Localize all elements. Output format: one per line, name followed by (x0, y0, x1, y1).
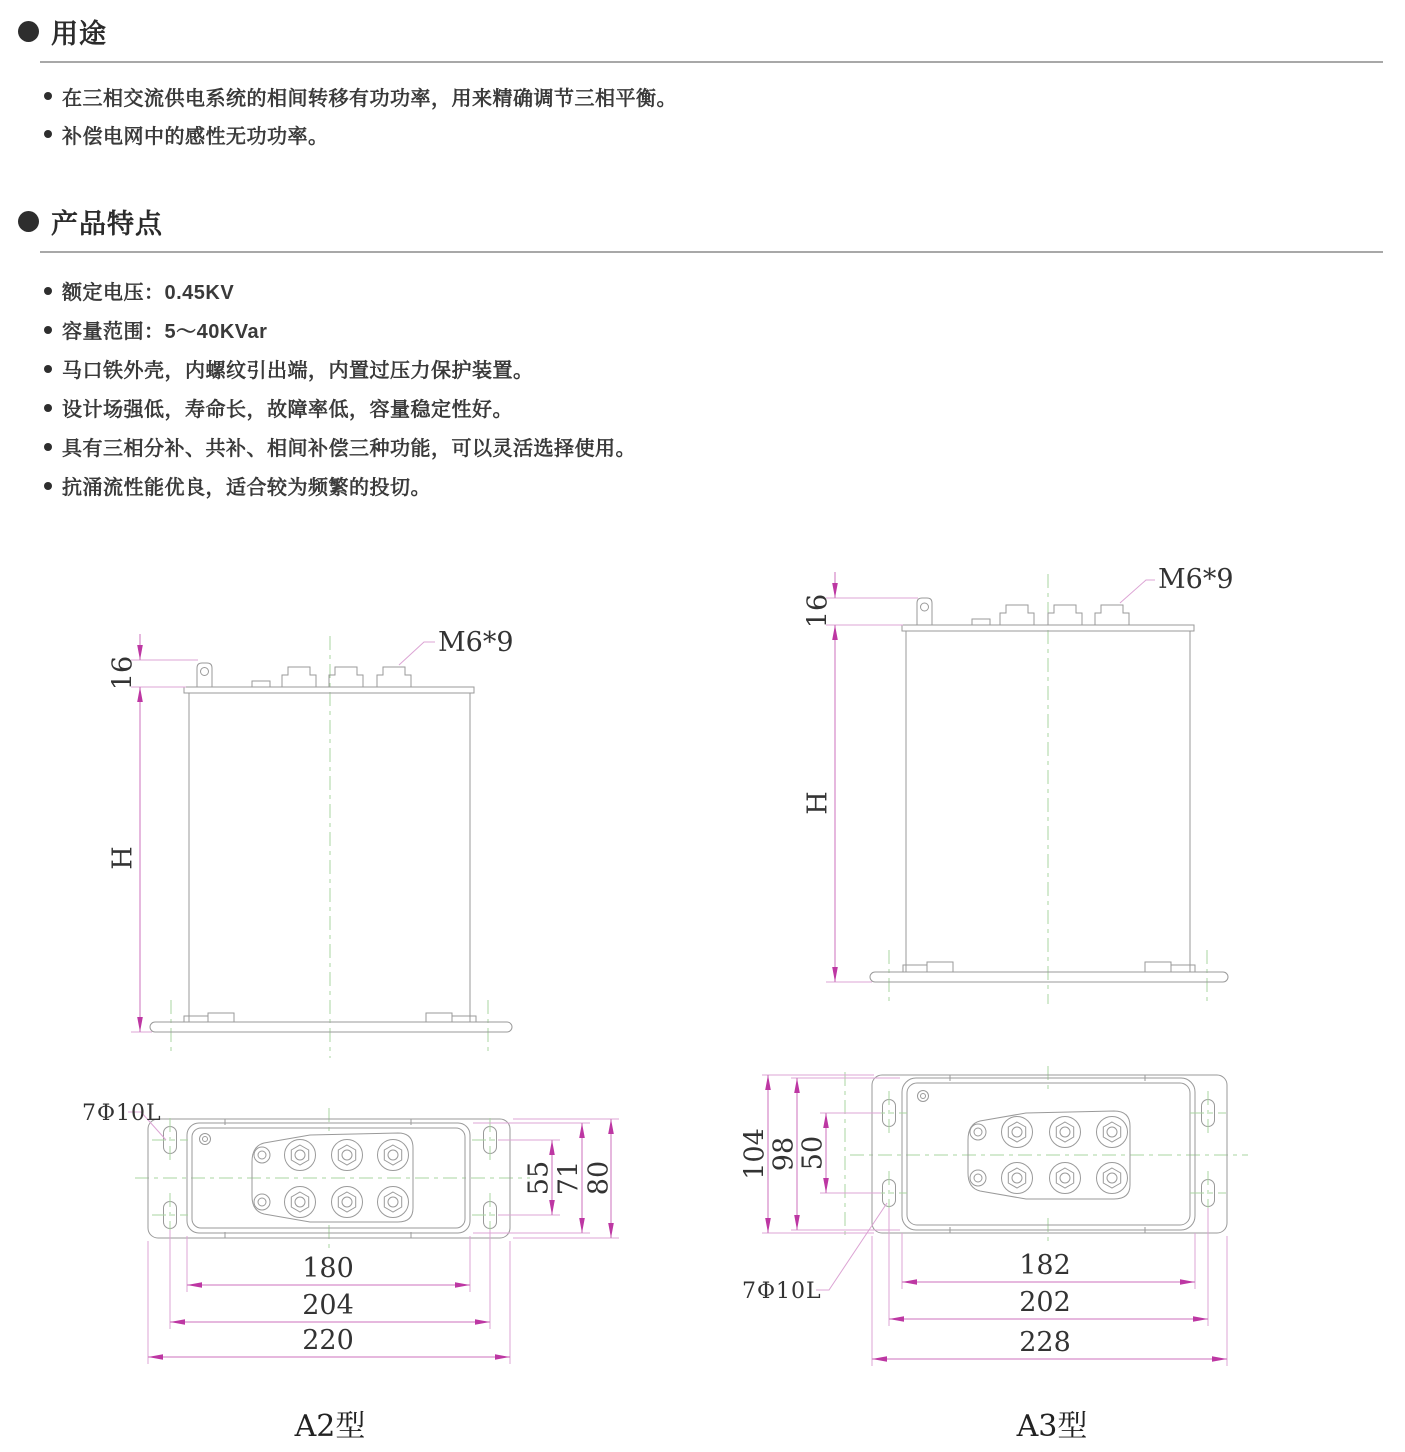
a2-dim-slot-span: 55 (523, 1160, 555, 1196)
a3-mounting-hole-label: 7Φ10L (742, 1279, 822, 1304)
a3-foot-strip (870, 972, 1228, 982)
a2-vent-hole (200, 1134, 211, 1145)
list-item (44, 388, 636, 427)
a2-dim-height-label: H (107, 846, 139, 870)
a3-dim-overall-width: 228 (1019, 1327, 1071, 1358)
section-features-header (0, 202, 1405, 241)
a3-dim-hole-pitch: 202 (1019, 1287, 1071, 1318)
a2-top-view (82, 1101, 619, 1444)
section-usage-header (0, 12, 1405, 51)
feature-item-text: 抗涌流性能优良，适合较为频繁的投切。 (62, 477, 431, 499)
list-item (44, 310, 636, 349)
list-item (44, 427, 636, 466)
a3-case-top (902, 1078, 1195, 1230)
a2-dim-case-height: 71 (553, 1160, 585, 1196)
section-features (0, 202, 1405, 253)
bullet-dot-icon (44, 443, 52, 451)
list-item (44, 77, 677, 115)
a2-terminal-stud (282, 667, 316, 687)
bullet-dot-icon (44, 326, 52, 334)
a3-dim-terminal-height: 16 (802, 593, 834, 629)
feature-item-text: 容量范围：5～40KVar (62, 321, 268, 343)
a3-vent-hole (918, 1091, 929, 1102)
a2-terminal-thread-label: M6*9 (438, 627, 514, 658)
a3-dim-slot-span: 50 (797, 1135, 829, 1171)
usage-item-text: 补偿电网中的感性无功功率。 (62, 125, 329, 148)
technical-drawings (0, 540, 1405, 1452)
bullet-dot-icon (44, 365, 52, 373)
feature-item-text: 马口铁外壳，内螺纹引出端，内置过压力保护装置。 (62, 360, 534, 382)
a2-mounting-hole-label: 7Φ10L (82, 1101, 162, 1126)
feature-list (0, 271, 636, 505)
bullet-dot-icon (44, 404, 52, 412)
list-item (44, 115, 677, 153)
list-item (44, 466, 636, 505)
a3-side-view (803, 564, 1234, 1004)
bullet-dot-icon (44, 287, 52, 295)
section-features-title: 产品特点 (51, 209, 163, 239)
section-usage (0, 12, 1405, 63)
a2-dim-hole-pitch: 204 (302, 1290, 354, 1321)
bullet-dot-icon (44, 482, 52, 490)
a3-terminal-thread-label: M6*9 (1158, 564, 1234, 595)
section-bullet-icon (18, 211, 39, 232)
a2-side-view (108, 627, 514, 1058)
a2-dim-case-width: 180 (302, 1253, 354, 1284)
usage-list (0, 77, 677, 153)
a2-terminal-stud (329, 667, 363, 687)
feature-item-text: 具有三相分补、共补、相间补偿三种功能，可以灵活选择使用。 (62, 438, 636, 460)
a3-terminal-stud (1095, 605, 1129, 625)
a3-mounting-slots (871, 1091, 1226, 1215)
usage-item-text: 在三相交流供电系统的相间转移有功功率，用来精确调节三相平衡。 (62, 87, 677, 110)
list-item (44, 271, 636, 310)
a2-dim-overall-width: 220 (302, 1325, 354, 1356)
a3-dim-overall-height: 104 (739, 1128, 771, 1180)
a3-dim-case-width: 182 (1019, 1250, 1071, 1281)
a3-caption: A3型 (1016, 1409, 1088, 1444)
bullet-dot-icon (44, 92, 52, 100)
a3-terminal-stud (1048, 605, 1082, 625)
a2-terminal-stud (377, 667, 411, 687)
a2-caption: A2型 (294, 1409, 366, 1444)
a3-dim-height-label: H (802, 791, 834, 815)
section-bullet-icon (18, 21, 39, 42)
bullet-dot-icon (44, 130, 52, 138)
section-divider (40, 251, 1383, 253)
list-item (44, 349, 636, 388)
a3-flange (872, 1075, 1227, 1233)
a2-dim-overall-height: 80 (583, 1160, 615, 1196)
a3-dim-case-height: 98 (768, 1136, 800, 1172)
a2-dim-terminal-height: 16 (107, 655, 139, 691)
a2-top-plate (184, 687, 474, 693)
a3-top-view (740, 1066, 1249, 1444)
section-usage-title: 用途 (51, 19, 107, 49)
feature-item-text: 设计场强低，寿命长，故障率低，容量稳定性好。 (62, 399, 513, 421)
section-divider (40, 61, 1383, 63)
a2-foot-strip (150, 1022, 512, 1032)
feature-item-text: 额定电压：0.45KV (62, 282, 235, 304)
a3-terminal-stud (1000, 605, 1034, 625)
